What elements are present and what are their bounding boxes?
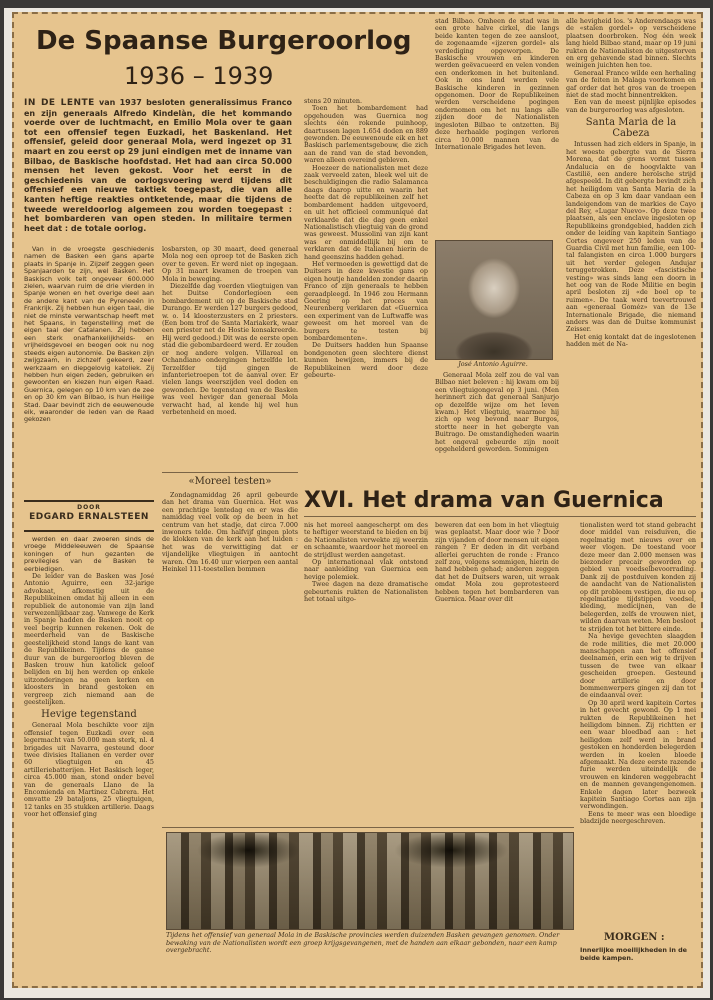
- paragraph: Generaal Franco wilde een herhaling van de feiten in Malaga voorkomen en gaf order dat het gros van de troepen niet de stad mocht binnentrekken.: [566, 68, 696, 100]
- paragraph: stens 20 minuten.: [304, 97, 363, 105]
- paragraph: losbarsten, op 30 maart, deed generaal Mola nog een oproep tot de Basken zich over te geven. Er werd niet op ingegaan. Op 31 maart kwamen de troepen van Mola in beweging.: [162, 245, 298, 283]
- column-1-bottom: [24, 536, 154, 819]
- portrait-photo-aguirre: [435, 240, 553, 360]
- column-1-top: [24, 246, 154, 424]
- paragraph: nis het moreel aangescherpt om des te heftiger weerstand te bieden en bij de Nationalisten verwekte zij weerzin en schaamte, waardoor het moreel en de strijdlust werden aangetast.: [304, 521, 428, 559]
- paragraph: Op internationaal vlak ontstond naar aanleiding van Guernica een hevige polemiek.: [304, 558, 428, 581]
- next-episode-label: MORGEN :: [604, 932, 665, 943]
- column-3-top: [304, 98, 428, 379]
- paragraph: Op 30 april werd kapitein Cortes in het gevecht gewond. Op 1 mei rukten de Republikeinen het heiligdom binnen. Zij richtten er een waar bloedbad aan : het heiligdom zelf werd in brand gestoken en honderden belegerden werden in koelen bloede afgemaakt. Na deze eerste razende furie werden uiteindelijk de vrouwen en kinderen weggebracht en de mannen gevangengenomen. Enkele dagen later bezweek kapitein Santiago Cortes aan zijn verwondingen.: [580, 698, 696, 811]
- divider: [162, 827, 574, 828]
- series-title: De Spaanse Burgeroorlog: [36, 26, 412, 56]
- paragraph: Het enig kontakt dat de ingeslotenen hadden met de Na-: [566, 332, 696, 349]
- paragraph: Van in de vroegste geschiedenis namen de Basken een gans aparte plaats in Spanje in. Zijzelf zeggen geen Spanjaarden te zijn, wel Basken. Het Baskisch volk telt ongeveer 600.000 zielen, waarvan ruim de drie vierden in Spanje wonen en het overige deel aan de andere kant van de Pyreneeën in Frankrijk. Zij hebben hun eigen taal, die niet de minste verwantschap heeft met het Spaans, in tegenstelling met de eigen taal der Catalanen. Zij hebben een sterk onafhankelijkheids- en vrijheidsgevoel en beogen ook nu nog steeds eigen autonomie. De Basken zijn zwijgzaam, in zichzelf gekeerd, zeer werkzaam en diepgelovig katoliek. Zij hebben hun eigen zeden, gebruiken en gewoonten en kiezen hun eigen Raad. Guernica, gelegen op 10 km van de zee en op 30 km van Bilbao, is hun Heilige Stad. Daar bevindt zich de eeuwenoude eik, waaronder de leden van de Raad gekozen: [24, 245, 154, 424]
- byline: [24, 500, 154, 532]
- portrait-caption: José Antonio Aguirre.: [458, 360, 528, 368]
- subheading-moreel-testen: «Moreel testen»: [188, 476, 272, 487]
- paragraph: werden en daar zwoeren sinds de vroege Middeleeuwen de Spaanse koningen of hun gezanten de previlegies van de Basken te eerbiedigen.: [24, 535, 154, 573]
- paragraph: Eens te meer was een bloedige bladzijde neergeschreven.: [580, 809, 696, 826]
- lead-text: van 1937 besloten generalissimus Franco en zijn generaals Alfredo Kindelàn, die het kommando voerde over de luchtmacht, en Emilio Mola over te gaan tot een offensief tegen Euzkadi, het Baskenland. Het offensief, geleid door generaal Mola, werd ingezet op 31 maart en zou eerst op 29 juni eindigen met de inname van Bilbao, de Baskische hoofdstad. Het had aan circa 50.000 mensen het leven gekost. Voor het eerst in de geschiedenis van de oorlogsvoering werd tijdens dit offensief een nieuwe taktiek toegepast, die van alle kanten heftige reakties ontketende, maar die tijdens de tweede wereldoorlog algemeen zou worden toegepast : het bombarderen van open steden. In militaire termen heet dat : de totale oorlog.: [24, 98, 292, 233]
- column-4-top: [435, 18, 559, 151]
- paragraph: Zondagnamiddag 26 april gebeurde dan het drama van Guernica. Het was een prachtige lentedag en er was die namiddag veel volk op de been in het centrum van het stadje, dat circa 7.000 inwoners telde. Om halfvijf gingen plots de klokken van de kerk aan het luiden : het was de verwittiging dat er vijandelijke vliegtuigen in aantocht waren. Om 16.40 uur wierpen een aantal Heinkel 111-toestellen bommen: [162, 491, 298, 574]
- column-2-moreel: [162, 492, 298, 573]
- paragraph: Generaal Mola beschikte voor zijn offensief tegen Euzkadi over een legermacht van 50.000 man sterk, nl. 4 brigades uit Navarra, gesteund door twee divisies Italianen en verder over 60 vliegtuigen en 45 artilleriebatterijen. Het Baskisch leger, circa 45.000 man, stond onder bevel van de generaals Llano de la Encomienda en Martinez Cabrera. Het omvatte 29 bataljons, 25 vliegtuigen, 12 tanks en 35 stukken artillerie. Daags voor het offensief ging: [24, 721, 154, 819]
- next-episode-teaser: Innerlijke moeilijkheden in de beide kampen.: [580, 946, 688, 962]
- column-5-top: [566, 18, 696, 349]
- paragraph: Twee dagen na deze dramatische gebeurtenis rukten de Nationalisten het totaal uitgo-: [304, 580, 428, 604]
- byline-author: EDGARD ERNALSTEEN: [29, 512, 149, 522]
- subheading-hevige-tegenstand: Hevige tegenstand: [41, 709, 137, 721]
- paragraph: Hoezeer de nationalisten met deze zaak verveeld zaten, bleek wel uit de beschuldigingen die radio Salamanca daags daarop uitte en waarin het heette dat de republikeinen zelf het bombardement hadden uitgevoerd, en uit het officieel communiqué dat verklaarde dat die dag geen enkel Nationalistisch vliegtuig van de grond was geweest. Mussolini van zijn kant was er onmiddellijk bij om te verklaren dat de Italianen hierin de hand geenszins hadden gehad.: [304, 163, 428, 261]
- series-years: 1936 – 1939: [124, 62, 274, 90]
- paragraph: beweren dat een bom in het vliegtuig was geplaatst. Maar door wie ? Door zijn vijanden of door mensen uit eigen rangen ? Er deden in dit verband allerlei geruchten de ronde : Franco zelf zou, volgens sommigen, hierin de hand hebben gehad; anderen zeggen dat het de Duitsers waren, uit wraak omdat Mola zou geprotesteerd hebben tegen het bombarderen van Guernica. Maar over dit: [435, 521, 559, 604]
- paragraph: Generaal Mola zelf zou de val van Bilbao niet beleven : hij kwam om bij een vliegtuigongeval op 3 juni. (Men herinnert zich dat generaal Sanjurjo op dezelfde wijze om het leven kwam.) Het vliegtuig, waarmee hij zich op weg bevond naar Burgos, stortte neer in het gebergte van Buitrago. De omstandigheden waarin het ongeval gebeurde zijn nooit opgehelderd geworden. Sommigen: [435, 371, 559, 454]
- subheading-santa-maria: Santa Maria de la Cabeza: [585, 117, 677, 140]
- byline-prefix: DOOR: [77, 504, 101, 511]
- lead-initial: IN DE LENTE: [24, 98, 95, 108]
- paragraph: Intussen had zich elders in Spanje, in het woeste gebergte van de Sierra Morena, dat de grens vormt tussen Andalucia en de hoogvlakte van Castilië, een andere heroïsche strijd afgespeeld. In dit gebergte bevindt zich het heiligdom van Santa Maria de la Cabeza en op 3 km daar vandaan een landeigendom van de markies de Cayo del Rey, «Lugar Nuevo». Op deze twee plaatsen, als een enclave ingesloten op Republikeins grondgebied, hadden zich onder de leiding van kapitein Santiago Cortes ongeveer 250 leden van de Guardia Civil met hun familie, een 100-tal falangisten en circa 1.000 burgers uit het verder gelegen Andujar teruggetrokken. Deze «fascistische vesting» was sinds lang een doorn in het oog van de Rode Militie en begin april besloten zij «de boel op te ruimen». De taak werd toevertrouwd aan «generaal Goméz» van de 13e Internationale Brigade, die niemand anders was dan de Duitse kommunist Zeisser.: [566, 140, 696, 334]
- chapter-headline: XVI. Het drama van Guernica: [304, 488, 664, 513]
- paragraph: Na hevige gevechten slaagden de rode milities, die met 20.000 manschappen aan het offensief deelnamen, erin een wig te drijven tussen de twee van elkaar gescheiden groepen. Gesteund door artillerie en door bommenwerpers gingen zij dan tot de eindaanval over.: [580, 632, 696, 700]
- column-4-lower: [435, 522, 559, 603]
- paragraph: De leider van de Basken was José Antonio Aguirre, een 32-jarige advokaat, afkomstig uit de Republikeinen omdat hij alleen in een republiek de autonomie van zijn land verwezenlijkbaar zag. Vanwege de Kerk in Spanje hadden de Basken nooit op veel begrip kunnen rekenen. Ook de meerderheid van de Baskische geestelijkheid stond langs de kant van de Republikeinen. Tijdens de ganse duur van de burgeroorlog bleven de Basken trouw hun katolick geloof belijden en bij hen werden op enkele uitzonderingen na geen kerken en kloosters in brand gestoken en vergreep zich niemand aan de geestelijken.: [24, 572, 154, 706]
- lead-paragraph: [24, 98, 292, 233]
- paragraph: Het vermoeden is gewettigd dat de Duitsers in deze kwestie gans op eigen houtje handelden zonder daarin Franco of zijn generaals te hebben geraadpleegd. In 1946 zou Hermann Goering op het proces van Neurenberg verklaren dat «Guernica een experiment van de Luftwaffe was geweest om het moreel van de burgers te testen bij bombardementen».: [304, 259, 428, 342]
- column-4-mid: [435, 372, 559, 453]
- paragraph: Een van de meest pijnlijke episodes van de burgeroorlog was afgesloten.: [566, 98, 696, 114]
- column-5-lower: [580, 522, 696, 826]
- paragraph: alle hevigheid los. 's Anderendaags was de «stalen gordel» op verscheidene plaatsen doorbroken. Nog één week lang hield Bilbao stand, maar op 19 juni rukten de Nationalisten de uitgestorven en erg gehavende stad binnen. Slechts weinigen juichten hen toe.: [566, 17, 696, 70]
- paragraph: De Duitsers hadden hun Spaanse bondgenoten geen slechtere dienst kunnen bewijzen, immers bij de Republikeinen werd door deze gebeurte-: [304, 341, 428, 380]
- paragraph: tionalisten werd tot stand gebracht door middel van reisduiven, die regelmatig met nieuws over en weer vlogen. De toestand voor deze meer dan 2.000 mensen was biezonder precair geworden op gebied van voedselbevoorrading. Dank zij de postduiven konden zij de aandacht van de Nationalisten op dit probleem vestigen, die nu op regelmatige tijdstippen voedsel, kleding, medicijnen, van de belegerden, zelfs de vrouwen niet, wilden daarvan weten. Men besloot te strijden tot het bittere einde.: [580, 521, 696, 633]
- paragraph: Toen het bombardement had opgehouden was Guernica nog slechts één rokende puinhoop, daartussen lagen 1.654 doden en 889 gewonden. De eeuwenoude eik en het Baskisch parlementsgebouw, die zich aan de rand van de stad bevonden, waren alleen overeind gebleven.: [304, 104, 428, 165]
- column-3-lower: [304, 522, 428, 603]
- prisoners-photo: [166, 832, 574, 930]
- paragraph: stad Bilbao. Omheen de stad was in een grote halve cirkel, die langs beide kanten tegen de zee aansloot, de zogenaamde «ijzeren gordel» als verdediging opgeworpen. De Baskische vrouwen en kinderen werden geëvacueerd en velen vonden een onderkomen in het buitenland. Ook in ons land werden vele Baskische kinderen in gezinnen opgenomen. Door de Republikeinen werden verscheidene pogingen ondernomen om het nu langs alle zijden door de Nationalisten ingesloten Bilbao te ontzetten. Bij deze herhaalde pogingen verloren circa 10.000 mannen van de Internationale Brigades het leven.: [435, 17, 559, 151]
- newspaper-clipping: [12, 12, 703, 988]
- photo-caption: Tijdens het offensief van generaal Mola in de Baskische provincies werden duizenden Basken gevangen genomen. Onder bewaking van de Nationalisten wordt een groep krijgsgevangenen, met de handen aan elkaar gebonden, naar een kamp overgebracht.: [166, 931, 560, 955]
- paragraph: Diezelfde dag voerden vliegtuigen van het Duitse Condorlegioen een bombardement uit op de Baskische stad Durango. Er werden 127 burgers gedood, w. o. 14 kloosterzusters en 2 priesters. (Een bom trof de Santa Mariakerk, waar een priester net de Hostie konsakreerde. Hij werd gedood.) Dit was de eerste open stad die gebombardeerd werd. Er zouden er nog andere volgen. Villareal en Ochandiano ondergingen hetzelfde lot. Terzelfder tijd gingen de infanterietroepen tot de aanval over. Er vielen langs weerszijden veel doden en gewonden. De tegenstand van de Basken was veel heviger dan generaal Mola verwacht had, al kende hij wel hun verbetenheid en moed.: [162, 282, 298, 416]
- divider: [304, 516, 696, 517]
- column-2-top: [162, 246, 298, 416]
- divider: [162, 472, 298, 473]
